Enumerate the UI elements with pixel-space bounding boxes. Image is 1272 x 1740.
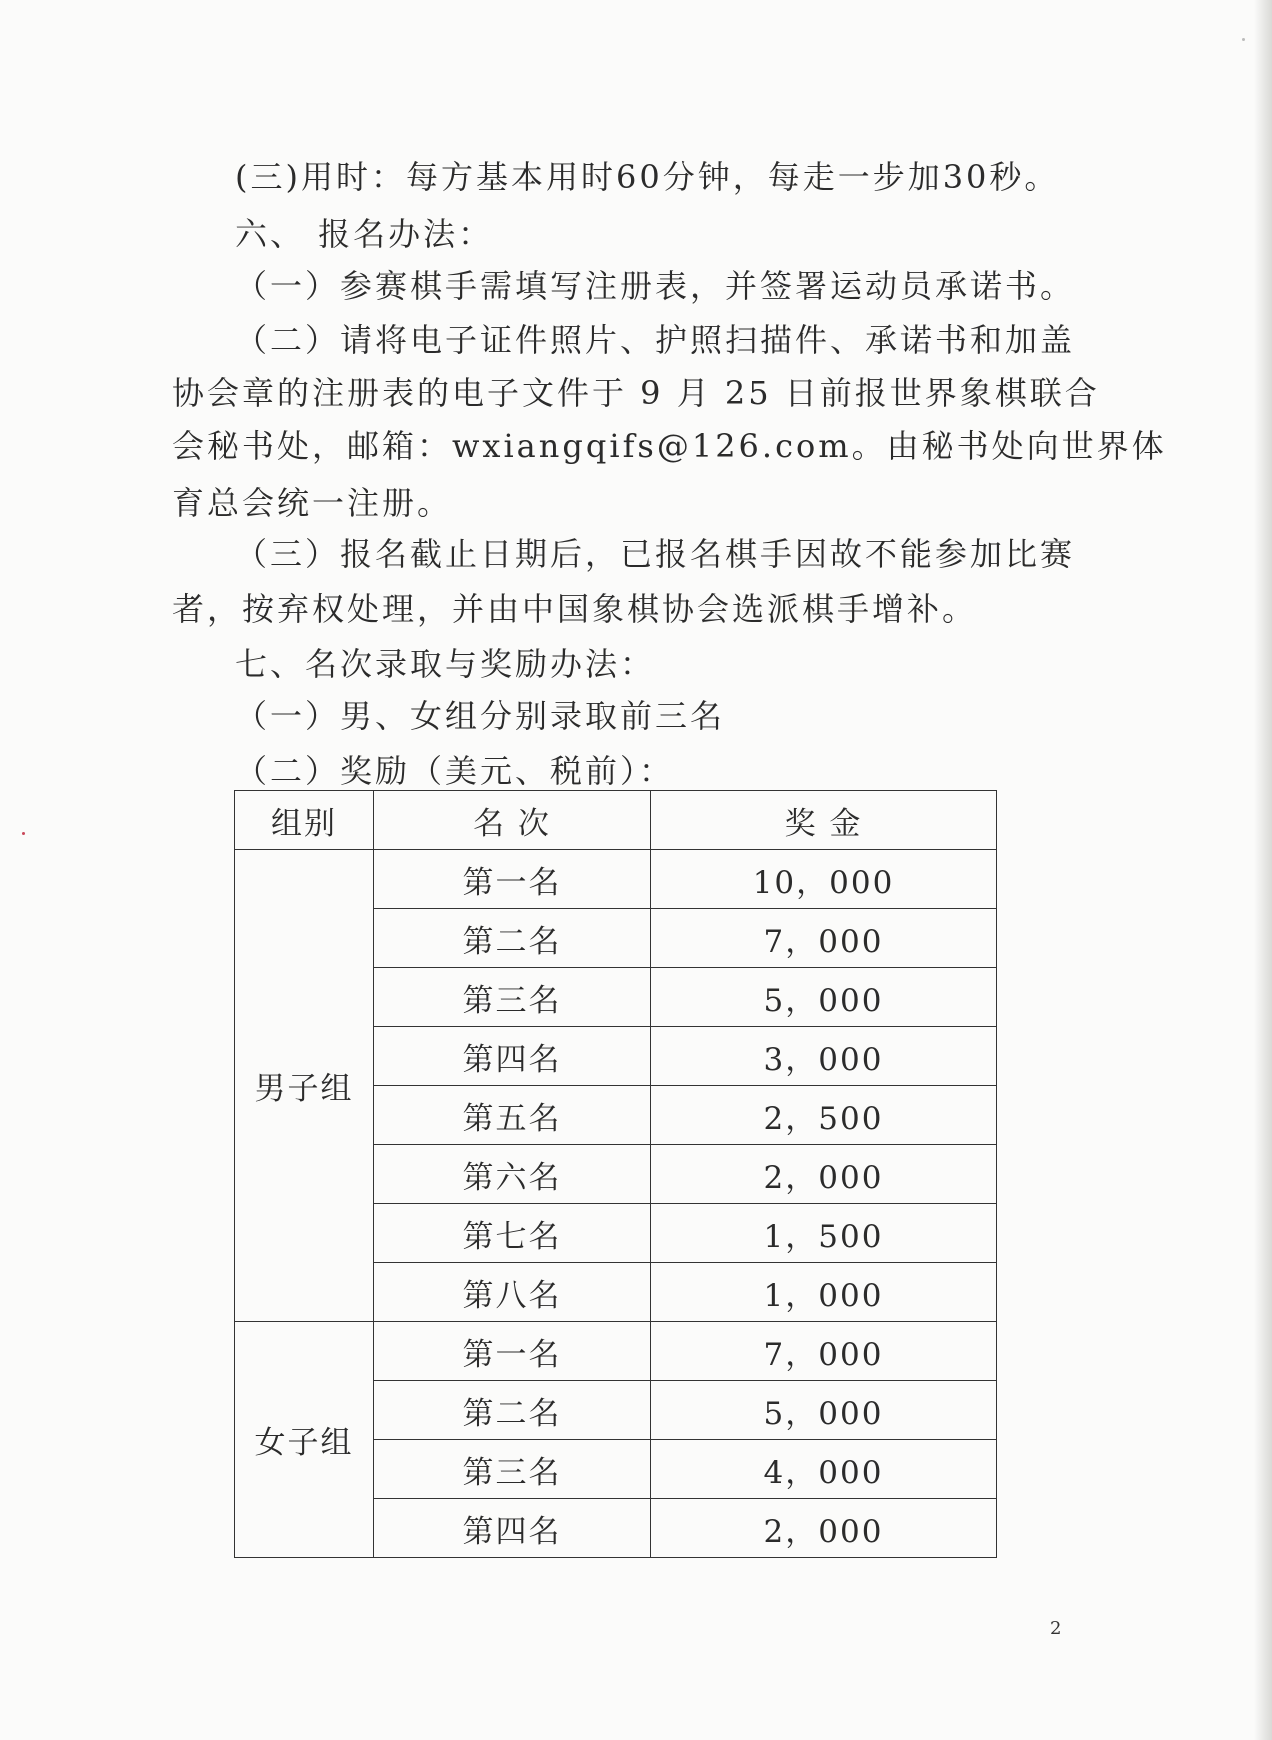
table-row xyxy=(235,1322,997,1381)
section-six-heading: 六、 报名办法： xyxy=(235,215,494,253)
time-control-paragraph: (三)用时：每方基本用时60分钟，每走一步加30秒。 xyxy=(235,158,1060,196)
page-edge-shadow xyxy=(1254,0,1272,1740)
registration-item-2-line-4: 育总会统一注册。 xyxy=(172,484,453,522)
amount-cell: 10，000 xyxy=(651,850,997,909)
registration-item-2-line-1: （二）请将电子证件照片、护照扫描件、承诺书和加盖 xyxy=(235,321,1076,359)
rank-cell: 第一名 xyxy=(374,1322,651,1381)
table-header-row xyxy=(235,791,997,850)
section-seven-heading: 七、名次录取与奖励办法： xyxy=(235,645,656,683)
rank-cell: 第六名 xyxy=(374,1145,651,1204)
table-row xyxy=(235,850,997,909)
registration-item-1: （一）参赛棋手需填写注册表，并签署运动员承诺书。 xyxy=(235,267,1076,305)
amount-cell: 4，000 xyxy=(651,1440,997,1499)
rank-cell: 第四名 xyxy=(374,1027,651,1086)
amount-cell: 7，000 xyxy=(651,909,997,968)
header-rank: 名 次 xyxy=(374,791,651,850)
amount-cell: 5，000 xyxy=(651,1381,997,1440)
page-number: 2 xyxy=(1050,1618,1062,1639)
ranking-item-2: （二）奖励（美元、税前）： xyxy=(235,752,675,790)
header-amount: 奖 金 xyxy=(651,791,997,850)
prize-table xyxy=(234,790,997,1558)
scan-speck xyxy=(22,832,25,835)
rank-cell: 第二名 xyxy=(374,1381,651,1440)
amount-cell: 1，000 xyxy=(651,1263,997,1322)
registration-item-3-line-1: （三）报名截止日期后，已报名棋手因故不能参加比赛 xyxy=(235,535,1076,573)
amount-cell: 7，000 xyxy=(651,1322,997,1381)
rank-cell: 第三名 xyxy=(374,968,651,1027)
rank-cell: 第一名 xyxy=(374,850,651,909)
registration-item-2-line-3: 会秘书处，邮箱：wxiangqifs@126.com。由秘书处向世界体 xyxy=(172,427,1167,465)
amount-cell: 2，000 xyxy=(651,1499,997,1558)
amount-cell: 1，500 xyxy=(651,1204,997,1263)
group-men: 男子组 xyxy=(235,850,374,1322)
ranking-item-1: （一）男、女组分别录取前三名 xyxy=(235,697,726,735)
group-women: 女子组 xyxy=(235,1322,374,1558)
amount-cell: 3，000 xyxy=(651,1027,997,1086)
header-group: 组别 xyxy=(235,791,374,850)
rank-cell: 第五名 xyxy=(374,1086,651,1145)
scan-speck xyxy=(1242,38,1245,41)
amount-cell: 2，500 xyxy=(651,1086,997,1145)
rank-cell: 第七名 xyxy=(374,1204,651,1263)
rank-cell: 第二名 xyxy=(374,909,651,968)
rank-cell: 第四名 xyxy=(374,1499,651,1558)
rank-cell: 第三名 xyxy=(374,1440,651,1499)
amount-cell: 5，000 xyxy=(651,968,997,1027)
registration-item-3-line-2: 者，按弃权处理，并由中国象棋协会选派棋手增补。 xyxy=(172,590,978,628)
rank-cell: 第八名 xyxy=(374,1263,651,1322)
amount-cell: 2，000 xyxy=(651,1145,997,1204)
registration-item-2-line-2: 协会章的注册表的电子文件于 9 月 25 日前报世界象棋联合 xyxy=(172,374,1100,412)
